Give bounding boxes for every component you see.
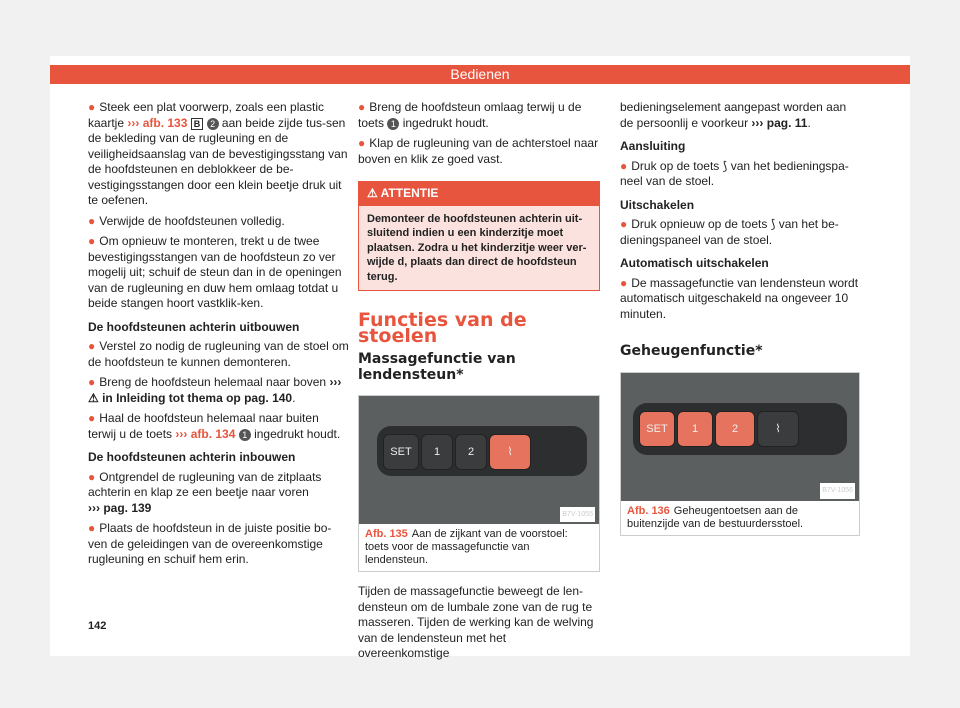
figure-136 [620, 372, 860, 536]
section-title: Functies van de stoelen [358, 309, 527, 347]
callout-number: 2 [207, 118, 219, 130]
figure-link[interactable]: ››› afb. 133 [127, 115, 188, 130]
list-item: ● Haal de hoofdsteun helemaal naar buiten terwij u de toets ››› afb. 134 1 ingedrukt houdt. [88, 411, 341, 441]
list-item: ● Breng de hoofdsteun helemaal naar boven ››› ⚠ in Inleiding tot thema op pag. 140. [88, 375, 342, 405]
list-item: ● Om opnieuw te monteren, trekt u de twee bevestigingsstangen van de hoofdsteun zo ver mogelij uit; schuif de steun dan in de openingen van de rugleuning en duw hem omlaag totdat u beide stangen hoort vastklik-ken. [88, 234, 342, 310]
figure-caption: Afb. 136 Geheugentoetsen aan de buitenzijde van de bestuurdersstoel. [627, 504, 804, 530]
subheading: Aansluiting [620, 139, 686, 153]
page-link[interactable]: ››› ⚠ in Inleiding tot thema op pag. 140 [88, 375, 342, 405]
massage-icon: ⟆ [770, 217, 776, 231]
key-label: B [191, 118, 204, 130]
page-link[interactable]: ››› pag. 11 [751, 115, 808, 130]
figure-link[interactable]: ››› afb. 134 [175, 426, 236, 441]
figure-135 [358, 395, 600, 572]
section-header-band: Bedienen [50, 65, 910, 84]
paragraph: Tijden de massagefunctie beweegt de len-densteun om de lumbale zone van de rug te masseren. Tijden de werking kan de welving van de lendensteun met het overeenkomstige [358, 584, 594, 660]
subheading: De hoofdsteunen achterin inbouwen [88, 450, 296, 464]
callout-number: 1 [239, 429, 251, 441]
list-item: ● Breng de hoofdsteun omlaag terwij u de toets 1 ingedrukt houdt. [358, 100, 582, 130]
column-1 [88, 100, 350, 573]
warning-icon: ⚠ [367, 186, 378, 200]
massage-button-icon: ⌇ [489, 434, 531, 470]
list-item: ● Verstel zo nodig de rugleuning van de stoel om de hoofdsteun te kunnen demonteren. [88, 339, 349, 369]
list-item: ● Steek een plat voorwerp, zoals een plastic kaartje ››› afb. 133 B 2 aan beide zijde tus-sen de bekleding van de rugleuning en de veiligheidsaanslag van de bevestigingsstang van de hoofdsteunen en deblokkeer de be-vestigingsstangen door een klein beetje druk uit te oefenen. [88, 100, 348, 207]
paragraph: bedieningselement aangepast worden aan de persoonlij e voorkeur ››› pag. 11. [620, 100, 847, 130]
callout-number: 1 [387, 118, 399, 130]
subheading: Automatisch uitschakelen [620, 256, 769, 270]
subsection-title: Geheugenfunctie* [620, 343, 763, 359]
massage-icon: ⟆ [722, 158, 728, 173]
seat-control-photo: SET 1 2 ⌇ B7V-1055 [359, 396, 599, 524]
massage-button-icon: ⌇ [757, 411, 799, 447]
column-3 [620, 100, 860, 536]
list-item: ● Druk op de toets ⟆ van het bedieningspa-neel van de stoel. [620, 158, 849, 188]
figure-caption: Afb. 135 Aan de zijkant van de voorstoel: toets voor de massagefunctie van lendensteun. [365, 528, 568, 566]
attention-box: ⚠ ATTENTIE Demonteer de hoofdsteunen achterin uit-sluitend indien u een kinderzitje moet plaatsen. Zodra u het kinderzitje weer ver-wijde d, plaats dan direct de hoofdsteun terug. [358, 181, 600, 291]
list-item: ● Ontgrendel de rugleuning van de zitplaats achterin en klap ze een beetje naar voren ››› pag. 139 [88, 469, 322, 515]
list-item: ● De massagefunctie van lendensteun wordt automatisch uitgeschakeld na ongeveer 10 minuten. [620, 275, 859, 321]
subheading: Uitschakelen [620, 197, 695, 212]
page-link[interactable]: ››› pag. 139 [88, 500, 152, 515]
attention-text: Demonteer de hoofdsteunen achterin uit-sluitend indien u een kinderzitje moet plaatsen. Zodra u het kinderzitje weer ver-wijde d, plaats dan direct de hoofdsteun terug. [359, 206, 599, 291]
page-number: 142 [88, 620, 107, 632]
subheading: De hoofdsteunen achterin uitbouwen [88, 319, 300, 334]
memory-buttons-photo: SET 1 2 ⌇ B7V-1056 [621, 373, 859, 501]
list-item: ● Druk opnieuw op de toets ⟆ van het be-dieningspaneel van de stoel. [620, 217, 839, 247]
list-item: ● Klap de rugleuning van de achterstoel naar boven en klik ze goed vast. [358, 136, 599, 166]
list-item: ● Verwijde de hoofdsteunen volledig. [88, 213, 285, 228]
list-item: ● Plaats de hoofdsteun in de juiste positie bo-ven de geleidingen van de overeenkomstige rugleuning en schuif hem erin. [88, 521, 332, 566]
subsection-title: Massagefunctie van lendensteun* [358, 351, 516, 383]
column-2 [358, 100, 600, 667]
